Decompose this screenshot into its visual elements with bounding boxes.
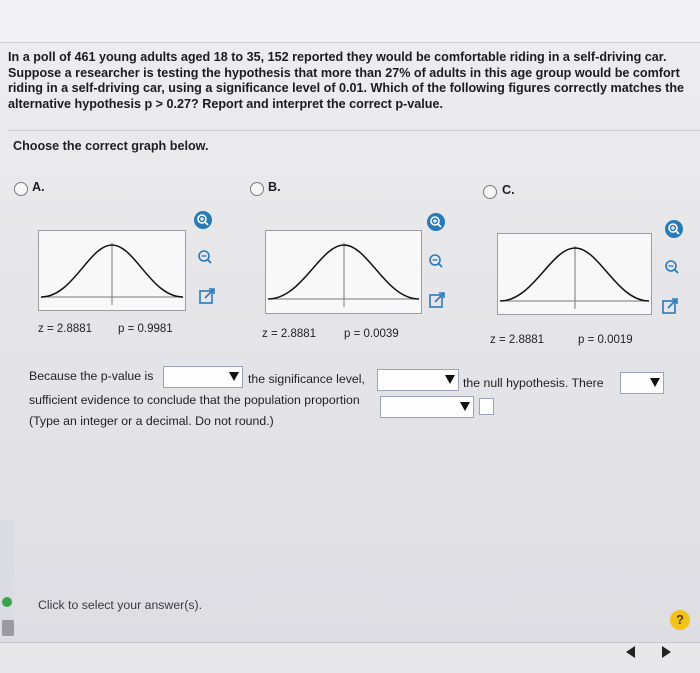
question-text: In a poll of 461 young adults aged 18 to 35, 152 reported they would be comfortable riding in a self-driving car. Suppose a researcher is testing the hypothesis that more than 27% of adults in this age group would be comfort riding in a self-driving car, using a significance level of 0.01. Which of the following figures correctly matches the alternative hypothesis p > 0.27? Report and interpret the correct p-value. xyxy=(8,50,685,111)
option-c-z: z = 2.8881 xyxy=(490,334,545,346)
zoom-out-icon[interactable] xyxy=(195,247,215,267)
answer-text-2: the significance level, xyxy=(248,372,365,386)
trash-icon[interactable] xyxy=(2,620,14,636)
chevron-down-icon xyxy=(460,402,470,411)
next-arrow-icon[interactable] xyxy=(662,646,671,658)
chevron-down-icon xyxy=(445,375,455,384)
option-b-label: B. xyxy=(268,180,281,194)
pvalue-comparison-dropdown[interactable] xyxy=(163,366,243,388)
zoom-in-icon[interactable] xyxy=(426,212,446,232)
radio-option-a[interactable] xyxy=(14,182,28,196)
bell-curve-a xyxy=(39,231,185,310)
bell-curve-c xyxy=(498,234,651,314)
answer-text-1: Because the p-value is xyxy=(29,369,154,383)
radio-option-c[interactable] xyxy=(483,185,497,199)
option-b-z: z = 2.8881 xyxy=(262,328,317,340)
bottom-bar xyxy=(0,642,700,673)
zoom-in-icon[interactable] xyxy=(193,210,213,230)
chevron-down-icon xyxy=(650,378,660,387)
answer-note: (Type an integer or a decimal. Do not round.) xyxy=(29,414,274,428)
header-strip xyxy=(0,0,700,43)
option-b-p: p = 0.0039 xyxy=(344,328,399,340)
option-a-z: z = 2.8881 xyxy=(38,323,93,335)
zoom-in-icon[interactable] xyxy=(664,219,684,239)
option-c-p: p = 0.0019 xyxy=(578,334,633,346)
prompt-text: Choose the correct graph below. xyxy=(13,139,209,153)
prev-arrow-icon[interactable] xyxy=(626,646,635,658)
graph-b xyxy=(265,230,422,314)
graph-c xyxy=(497,233,652,315)
answer-text-4: sufficient evidence to conclude that the population proportion xyxy=(29,393,360,407)
proportion-relation-dropdown[interactable] xyxy=(380,396,474,418)
popout-icon[interactable] xyxy=(660,296,680,316)
bell-curve-b xyxy=(266,231,421,313)
option-a-label: A. xyxy=(32,180,45,194)
option-c-label: C. xyxy=(502,183,515,197)
popout-icon[interactable] xyxy=(197,286,217,306)
divider xyxy=(8,130,700,131)
null-hypothesis-action-dropdown[interactable] xyxy=(377,369,459,391)
zoom-out-icon[interactable] xyxy=(426,251,446,271)
popout-icon[interactable] xyxy=(427,290,447,310)
radio-option-b[interactable] xyxy=(250,182,264,196)
proportion-value-input[interactable] xyxy=(479,398,494,415)
answer-text-3: the null hypothesis. There xyxy=(463,376,604,390)
zoom-out-icon[interactable] xyxy=(662,257,682,277)
status-dot-icon xyxy=(2,597,12,607)
evidence-dropdown[interactable] xyxy=(620,372,664,394)
help-icon[interactable]: ? xyxy=(670,610,690,630)
option-a-p: p = 0.9981 xyxy=(118,323,173,335)
chevron-down-icon xyxy=(229,372,239,381)
footer-instruction: Click to select your answer(s). xyxy=(38,598,203,612)
left-rail xyxy=(0,520,14,630)
graph-a xyxy=(38,230,186,311)
